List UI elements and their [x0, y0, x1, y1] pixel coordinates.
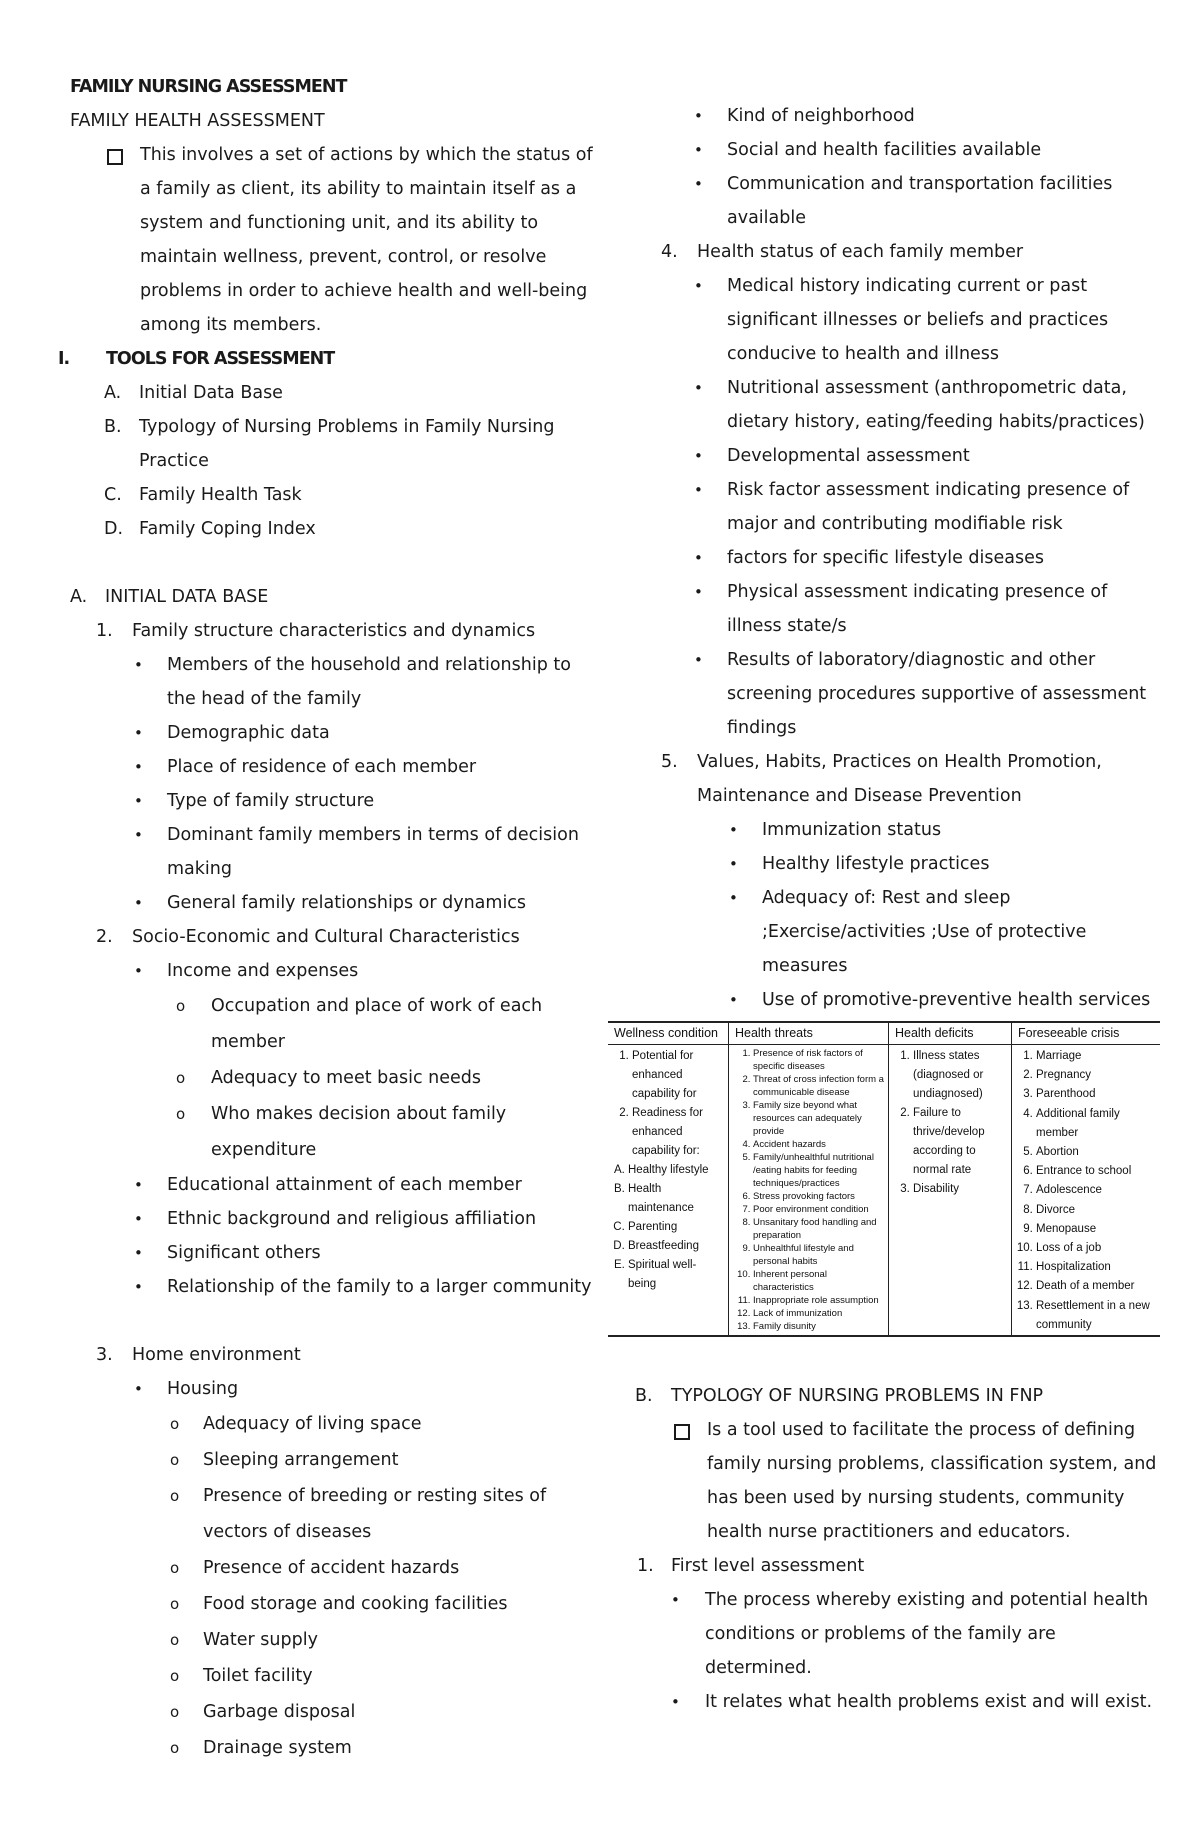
crisis-item: 11. Hospitalization	[1036, 1258, 1156, 1277]
list-item-text: findings	[727, 718, 797, 738]
section-1-text: Family structure characteristics and dynamics	[132, 621, 536, 641]
list-item-text: Educational attainment of each member	[167, 1175, 522, 1195]
list-item-text: Nutritional assessment (anthropometric data,	[727, 378, 1127, 398]
list-item	[635, 1617, 1175, 1651]
list-item-text: Members of the household and relationship to	[167, 655, 571, 675]
spacer	[70, 1304, 590, 1338]
crisis-item: 12. Death of a member	[1036, 1277, 1156, 1296]
bullet-icon: •	[694, 447, 703, 465]
intro-line: among its members.	[140, 315, 322, 335]
intro-line: system and functioning unit, and its ability to	[140, 213, 539, 233]
list-item	[70, 988, 590, 1024]
bullet-icon: •	[671, 1591, 680, 1610]
threat-item: 2. Threat of cross infection form a communicable disease	[753, 1073, 884, 1099]
bullet-icon: •	[134, 792, 143, 810]
circle-bullet-icon: o	[170, 1415, 180, 1433]
typology-heading	[635, 1379, 1175, 1413]
crisis-item: 5. Abortion	[1036, 1143, 1156, 1162]
list-item	[635, 269, 1175, 303]
list-item	[635, 303, 1175, 337]
list-item	[635, 371, 1175, 405]
list-item	[635, 1685, 1175, 1719]
list-item-text: Significant others	[167, 1243, 321, 1263]
bullet-icon: •	[694, 549, 703, 567]
housing-sublist	[70, 1406, 590, 1766]
list-item	[635, 711, 1175, 745]
spacer	[70, 546, 590, 580]
bullet-icon: •	[134, 1278, 143, 1296]
bullet-icon: •	[134, 1176, 143, 1194]
list-item	[70, 1096, 590, 1132]
list-item-text: Risk factor assessment indicating presence of	[727, 480, 1130, 500]
tool-item-text: Typology of Nursing Problems in Family Nursing	[139, 417, 555, 437]
threat-item: 10. Inherent personal characteristics	[753, 1268, 884, 1294]
tool-item	[70, 478, 590, 512]
bullet-icon: •	[134, 1210, 143, 1228]
intro-line: problems in order to achieve health and well-being	[140, 281, 588, 301]
list-item-text: Kind of neighborhood	[727, 106, 915, 126]
list-item-text: factors for specific lifestyle diseases	[727, 548, 1045, 568]
typology-desc-line: Is a tool used to facilitate the process of defining	[707, 1420, 1136, 1441]
list-item	[70, 1442, 590, 1478]
crisis-item: 13. Resettlement in a new community	[1036, 1297, 1156, 1335]
bullet-icon: •	[134, 1380, 143, 1398]
bullet-icon: •	[694, 583, 703, 601]
list-item	[70, 886, 590, 920]
typology-desc-line: health nurse practitioners and educators.	[707, 1522, 1071, 1543]
spacer	[635, 1337, 1175, 1379]
deficit-item: 1. Illness states (diagnosed or undiagnosed)	[913, 1047, 1007, 1104]
section-1-list	[70, 648, 590, 920]
list-item-text: major and contributing modifiable risk	[727, 514, 1063, 534]
intro-line: a family as client, its ability to maintain itself as a	[140, 179, 577, 199]
cell-deficits	[889, 1045, 1012, 1337]
list-item	[635, 133, 1175, 167]
list-item-text: Medical history indicating current or past	[727, 276, 1088, 296]
list-item-text: Use of promotive-preventive health services	[762, 990, 1151, 1010]
bullet-icon: •	[134, 656, 143, 674]
circle-bullet-icon: o	[170, 1667, 180, 1685]
list-item-text: making	[167, 859, 232, 879]
income-sublist	[70, 988, 590, 1168]
bullet-icon: •	[694, 107, 703, 125]
section-2-list	[70, 1168, 590, 1304]
deficit-item: 2. Failure to thrive/develop according to normal rate	[913, 1104, 1007, 1180]
list-item	[635, 99, 1175, 133]
list-item-text: General family relationships or dynamics	[167, 893, 527, 913]
threat-item: 12. Lack of immunization	[753, 1307, 884, 1320]
circle-bullet-icon: o	[170, 1739, 180, 1757]
list-item-text: It relates what health problems exist and will exist.	[705, 1692, 1153, 1713]
tools-heading	[58, 342, 590, 376]
list-item-text: conditions or problems of the family are	[705, 1624, 1056, 1645]
bullet-icon: •	[671, 1693, 680, 1712]
list-item	[70, 1622, 590, 1658]
crisis-item: 7. Adolescence	[1036, 1181, 1156, 1200]
list-item	[635, 677, 1175, 711]
checkbox-square-icon	[674, 1424, 690, 1440]
list-item-text: Social and health facilities available	[727, 140, 1042, 160]
list-item-text: Sleeping arrangement	[203, 1450, 399, 1470]
section-5-title-line2	[635, 779, 1175, 813]
col-header-threats: Health threats	[729, 1022, 889, 1045]
problem-categories-table	[608, 1021, 1160, 1337]
initial-heading-text: INITIAL DATA BASE	[105, 587, 269, 607]
list-item	[70, 1024, 590, 1060]
section-5-title	[635, 745, 1175, 779]
bullet-icon: •	[729, 821, 738, 839]
list-item-text: Developmental assessment	[727, 446, 970, 466]
intro-line: maintain wellness, prevent, control, or resolve	[140, 247, 547, 267]
tool-letter: B.	[104, 417, 122, 437]
crisis-item: 2. Pregnancy	[1036, 1066, 1156, 1085]
threat-item: 6. Stress provoking factors	[753, 1190, 884, 1203]
list-item-text: ;Exercise/activities ;Use of protective	[762, 922, 1087, 942]
list-item	[635, 813, 1175, 847]
list-item	[70, 1202, 590, 1236]
section-1-title	[70, 614, 590, 648]
list-item	[635, 983, 1175, 1017]
circle-bullet-icon: o	[176, 1105, 186, 1123]
doc-subtitle: FAMILY HEALTH ASSESSMENT	[70, 111, 325, 131]
section-4-list	[635, 269, 1175, 745]
typology-letter: B.	[635, 1386, 653, 1407]
list-item	[70, 1730, 590, 1766]
threat-item: 9. Unhealthful lifestyle and personal habits	[753, 1242, 884, 1268]
section-2-title	[70, 920, 590, 954]
tool-item	[70, 444, 590, 478]
section-4-num: 4.	[661, 242, 678, 262]
list-item	[635, 541, 1175, 575]
tools-heading-text: TOOLS FOR ASSESSMENT	[106, 349, 335, 369]
wellness-subitem: E. Spiritual well-being	[628, 1256, 724, 1294]
bullet-icon: •	[729, 889, 738, 907]
list-item-text: conducive to health and illness	[727, 344, 1000, 364]
threat-item: 7. Poor environment condition	[753, 1203, 884, 1216]
list-item-text: screening procedures supportive of assessment	[727, 684, 1147, 704]
section-4-text: Health status of each family member	[697, 242, 1024, 262]
typology-desc-line: has been used by nursing students, community	[707, 1488, 1125, 1509]
tool-letter: C.	[104, 485, 122, 505]
bullet-icon: •	[134, 826, 143, 844]
initial-heading	[70, 580, 590, 614]
list-item-text: Physical assessment indicating presence of	[727, 582, 1108, 602]
list-item	[70, 648, 590, 682]
section-5-text-line2: Maintenance and Disease Prevention	[697, 786, 1022, 806]
first-level-text: First level assessment	[671, 1556, 865, 1577]
list-item	[635, 473, 1175, 507]
section-3-num: 3.	[96, 1345, 113, 1365]
circle-bullet-icon: o	[170, 1631, 180, 1649]
threat-item: 4. Accident hazards	[753, 1138, 884, 1151]
list-item	[635, 439, 1175, 473]
cell-crisis	[1012, 1045, 1161, 1337]
circle-bullet-icon: o	[170, 1559, 180, 1577]
list-item-text: The process whereby existing and potential health	[705, 1590, 1149, 1611]
list-item	[70, 784, 590, 818]
wellness-subitem: B. Health maintenance	[628, 1180, 724, 1218]
home-environment-continued-list	[635, 99, 1175, 235]
list-item-text: Adequacy to meet basic needs	[211, 1068, 481, 1088]
bullet-icon: •	[134, 962, 143, 980]
list-item	[635, 643, 1175, 677]
list-item	[70, 750, 590, 784]
list-item	[635, 949, 1175, 983]
list-item	[635, 167, 1175, 201]
section-5-list	[635, 813, 1175, 1017]
list-item	[70, 1168, 590, 1202]
circle-bullet-icon: o	[170, 1595, 180, 1613]
section-1-num: 1.	[96, 621, 113, 641]
list-item	[70, 852, 590, 886]
left-column	[58, 70, 593, 1766]
crisis-item: 6. Entrance to school	[1036, 1162, 1156, 1181]
list-item-text: Occupation and place of work of each	[211, 996, 543, 1016]
typology-desc-block	[635, 1413, 1175, 1549]
list-item	[70, 1060, 590, 1096]
list-item	[635, 1583, 1175, 1617]
list-item	[635, 1651, 1175, 1685]
list-item	[635, 405, 1175, 439]
list-item-text: measures	[762, 956, 848, 976]
list-item-text: Presence of accident hazards	[203, 1558, 460, 1578]
section-3-text: Home environment	[132, 1345, 301, 1365]
crisis-item: 4. Additional family member	[1036, 1105, 1156, 1143]
intro-block	[70, 138, 593, 342]
list-item	[70, 818, 590, 852]
list-item	[70, 1270, 590, 1304]
section-2-num: 2.	[96, 927, 113, 947]
first-level-num: 1.	[637, 1556, 654, 1577]
list-item-text: Ethnic background and religious affiliation	[167, 1209, 537, 1229]
tools-list	[70, 376, 590, 546]
threat-item: 13. Family disunity	[753, 1320, 884, 1333]
circle-bullet-icon: o	[170, 1487, 180, 1505]
section-3-title	[70, 1338, 590, 1372]
list-item-text: illness state/s	[727, 616, 847, 636]
col-header-crisis: Foreseeable crisis	[1012, 1022, 1161, 1045]
bullet-icon: •	[694, 277, 703, 295]
bullet-icon: •	[729, 991, 738, 1009]
section-5-text-line1: Values, Habits, Practices on Health Promotion,	[697, 752, 1102, 772]
list-item-text: member	[211, 1032, 285, 1052]
wellness-subitem: C. Parenting	[628, 1218, 724, 1237]
list-item-text: dietary history, eating/feeding habits/practices)	[727, 412, 1145, 432]
threat-item: 8. Unsanitary food handling and preparation	[753, 1216, 884, 1242]
tool-letter: A.	[104, 383, 122, 403]
bullet-icon: •	[694, 141, 703, 159]
cell-wellness	[608, 1045, 729, 1337]
wellness-sub-holder	[612, 1161, 724, 1294]
threat-item: 11. Inappropriate role assumption	[753, 1294, 884, 1307]
list-item	[70, 1406, 590, 1442]
wellness-sublist	[612, 1161, 724, 1294]
col-header-wellness: Wellness condition	[608, 1022, 729, 1045]
list-item-text: available	[727, 208, 806, 228]
bullet-icon: •	[134, 1244, 143, 1262]
tools-numeral: I.	[58, 349, 70, 369]
tool-item	[70, 512, 590, 546]
tool-item-text: Initial Data Base	[139, 383, 283, 403]
threat-item: 1. Presence of risk factors of specific diseases	[753, 1047, 884, 1073]
list-item	[635, 915, 1175, 949]
list-item-text: Drainage system	[203, 1738, 352, 1758]
wellness-item: 1. Potential for enhanced capability for	[632, 1047, 724, 1104]
list-item	[70, 1236, 590, 1270]
income-bullet	[70, 954, 590, 988]
list-item-text: significant illnesses or beliefs and practices	[727, 310, 1109, 330]
list-item-text: Place of residence of each member	[167, 757, 477, 777]
crisis-item: 1. Marriage	[1036, 1047, 1156, 1066]
list-item-text: Type of family structure	[167, 791, 375, 811]
list-item	[70, 1478, 590, 1514]
housing-bullet	[70, 1372, 590, 1406]
deficit-item: 3. Disability	[913, 1180, 1007, 1199]
doc-title: FAMILY NURSING ASSESSMENT	[70, 77, 347, 97]
list-item-text: Communication and transportation facilities	[727, 174, 1113, 194]
circle-bullet-icon: o	[170, 1703, 180, 1721]
bullet-icon: •	[134, 724, 143, 742]
threat-item: 3. Family size beyond what resources can adequately provide	[753, 1099, 884, 1138]
section-2-text: Socio-Economic and Cultural Characteristics	[132, 927, 520, 947]
tool-letter: D.	[104, 519, 124, 539]
list-item-text: determined.	[705, 1658, 812, 1679]
crisis-item: 3. Parenthood	[1036, 1085, 1156, 1104]
tool-item-text: Family Coping Index	[139, 519, 316, 539]
list-item	[635, 507, 1175, 541]
bullet-icon: •	[694, 175, 703, 193]
first-level-title	[635, 1549, 1175, 1583]
list-item	[70, 1658, 590, 1694]
bullet-icon: •	[694, 651, 703, 669]
list-item	[70, 1586, 590, 1622]
list-item-text: Results of laboratory/diagnostic and other	[727, 650, 1096, 670]
list-item-text: Dominant family members in terms of decision	[167, 825, 579, 845]
initial-letter: A.	[70, 587, 88, 607]
list-item-text: Adequacy of living space	[203, 1414, 422, 1434]
tool-item-text: Family Health Task	[139, 485, 302, 505]
tool-item-text: Practice	[139, 451, 209, 471]
tool-item	[70, 410, 590, 444]
circle-bullet-icon: o	[176, 997, 186, 1015]
list-item	[70, 1132, 590, 1168]
list-item-text: Adequacy of: Rest and sleep	[762, 888, 1011, 908]
wellness-subitem: A. Healthy lifestyle	[628, 1161, 724, 1180]
list-item-text: vectors of diseases	[203, 1522, 372, 1542]
list-item-text: Who makes decision about family	[211, 1104, 507, 1124]
list-item-text: Healthy lifestyle practices	[762, 854, 990, 874]
bullet-icon: •	[134, 758, 143, 776]
list-item-text: Food storage and cooking facilities	[203, 1594, 508, 1614]
checkbox-square-icon	[107, 149, 123, 165]
circle-bullet-icon: o	[176, 1069, 186, 1087]
typology-heading-text: TYPOLOGY OF NURSING PROBLEMS IN FNP	[671, 1386, 1044, 1407]
wellness-item: 2. Readiness for enhanced capability for:	[632, 1104, 724, 1161]
circle-bullet-icon: o	[170, 1451, 180, 1469]
col-header-deficits: Health deficits	[889, 1022, 1012, 1045]
list-item-text: Demographic data	[167, 723, 330, 743]
typology-desc-line: family nursing problems, classification system, and	[707, 1454, 1157, 1475]
crisis-item: 10. Loss of a job	[1036, 1239, 1156, 1258]
list-item	[70, 1694, 590, 1730]
list-item	[635, 575, 1175, 609]
section-4-title	[635, 235, 1175, 269]
list-item-text: Toilet facility	[203, 1666, 313, 1686]
list-item	[70, 716, 590, 750]
cell-threats	[729, 1045, 889, 1337]
intro-line: This involves a set of actions by which the status of	[140, 145, 593, 165]
bullet-icon: •	[729, 855, 738, 873]
list-item-text: Relationship of the family to a larger community	[167, 1277, 592, 1297]
crisis-item: 8. Divorce	[1036, 1201, 1156, 1220]
right-column	[614, 99, 1175, 1719]
threat-item: 5. Family/unhealthful nutritional /eating habits for feeding techniques/practices	[753, 1151, 884, 1190]
section-5-num: 5.	[661, 752, 678, 772]
list-item	[635, 847, 1175, 881]
list-item	[70, 1550, 590, 1586]
bullet-icon: •	[694, 379, 703, 397]
bullet-icon: •	[134, 894, 143, 912]
list-item-text: the head of the family	[167, 689, 362, 709]
list-item	[70, 1514, 590, 1550]
problem-categories-grid	[608, 1021, 1160, 1337]
list-item-text: expenditure	[211, 1140, 317, 1160]
list-item	[635, 337, 1175, 371]
list-item	[635, 201, 1175, 235]
list-item	[635, 609, 1175, 643]
list-item	[635, 881, 1175, 915]
bullet-icon: •	[694, 481, 703, 499]
tool-item	[70, 376, 590, 410]
list-item-text: Presence of breeding or resting sites of	[203, 1486, 547, 1506]
wellness-subitem: D. Breastfeeding	[628, 1237, 724, 1256]
housing-text: Housing	[167, 1379, 239, 1399]
list-item-text: Garbage disposal	[203, 1702, 356, 1722]
first-level-list	[635, 1583, 1175, 1719]
list-item-text: Immunization status	[762, 820, 942, 840]
list-item	[70, 682, 590, 716]
income-text: Income and expenses	[167, 961, 359, 981]
list-item-text: Water supply	[203, 1630, 318, 1650]
crisis-item: 9. Menopause	[1036, 1220, 1156, 1239]
